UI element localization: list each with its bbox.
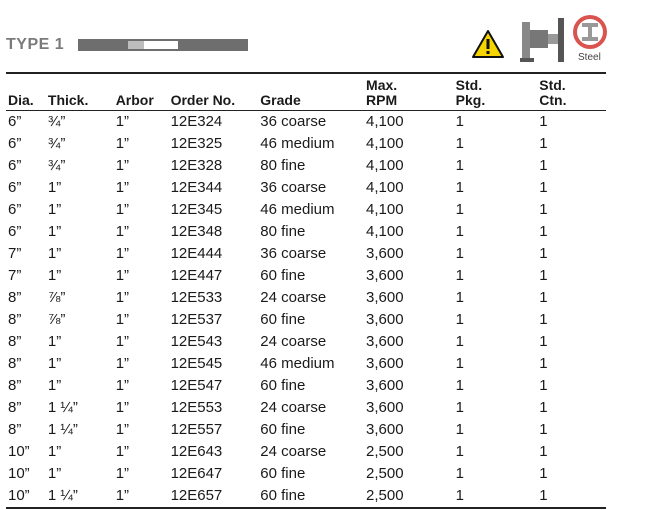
column-header-label: Order No. <box>170 92 236 108</box>
cell-thickness: ¾” <box>47 135 66 152</box>
column-header-std-ctn <box>539 73 606 111</box>
cell-order-no: 12E547 <box>170 377 223 394</box>
cell-dia: 6” <box>8 157 22 174</box>
cell-order-no: 12E533 <box>170 289 223 306</box>
column-header-label: RPM <box>366 92 398 108</box>
cell-std-pkg: 1 <box>455 289 464 306</box>
cell-std-ctn: 1 <box>539 135 548 152</box>
cell-std-ctn: 1 <box>539 443 548 460</box>
cell-order-no: 12E348 <box>170 223 223 240</box>
cell-grade: 24 coarse <box>260 443 327 460</box>
column-header-dia <box>6 73 48 111</box>
cell-arbor: 1” <box>115 421 130 438</box>
cell-dia: 8” <box>8 311 22 328</box>
cell-std-ctn: 1 <box>539 157 548 174</box>
cell-max-rpm: 3,600 <box>366 267 404 284</box>
column-header-thickness <box>48 73 116 111</box>
table-row <box>6 199 606 221</box>
cell-thickness: 1” <box>47 179 62 196</box>
column-header-label: Std. <box>455 77 483 93</box>
table-row <box>6 177 606 199</box>
cell-order-no: 12E543 <box>170 333 223 350</box>
cell-arbor: 1” <box>115 245 130 262</box>
cell-arbor: 1” <box>115 377 130 394</box>
cell-thickness: 1” <box>47 465 62 482</box>
type-title: TYPE 1 <box>6 36 65 53</box>
cell-thickness: 1” <box>47 245 62 262</box>
cell-grade: 36 coarse <box>260 245 327 262</box>
column-header-arbor <box>116 73 171 111</box>
cell-max-rpm: 2,500 <box>366 443 404 460</box>
cell-max-rpm: 3,600 <box>366 289 404 306</box>
cell-std-ctn: 1 <box>539 113 548 130</box>
cell-grade: 60 fine <box>260 267 306 284</box>
cell-grade: 36 coarse <box>260 113 327 130</box>
cell-std-pkg: 1 <box>455 267 464 284</box>
cell-std-ctn: 1 <box>539 267 548 284</box>
cell-dia: 8” <box>8 333 22 350</box>
steel-beam-icon <box>572 14 608 50</box>
cell-std-pkg: 1 <box>455 443 464 460</box>
cell-max-rpm: 4,100 <box>366 223 404 240</box>
wheel-profile-hub <box>128 41 144 49</box>
cell-thickness: ¾” <box>47 113 66 130</box>
wheel-profile-graphic <box>78 39 248 51</box>
table-row <box>6 155 606 177</box>
cell-thickness: 1” <box>47 333 62 350</box>
cell-arbor: 1” <box>115 179 130 196</box>
cell-grade: 24 coarse <box>260 333 327 350</box>
cell-grade: 24 coarse <box>260 399 327 416</box>
table-row <box>6 419 606 441</box>
cell-arbor: 1” <box>115 311 130 328</box>
column-header-label: Grade <box>260 92 301 108</box>
cell-max-rpm: 4,100 <box>366 179 404 196</box>
cell-std-ctn: 1 <box>539 289 548 306</box>
cell-std-pkg: 1 <box>455 355 464 372</box>
warning-icon <box>471 29 505 59</box>
cell-grade: 60 fine <box>260 421 306 438</box>
cell-std-ctn: 1 <box>539 487 548 504</box>
cell-thickness: ⅞” <box>47 289 66 306</box>
cell-std-pkg: 1 <box>455 377 464 394</box>
cell-order-no: 12E657 <box>170 487 223 504</box>
cell-std-pkg: 1 <box>455 223 464 240</box>
cell-order-no: 12E344 <box>170 179 223 196</box>
cell-thickness: 1 ¼” <box>47 487 78 504</box>
wheel-profile-arbor <box>144 41 178 49</box>
cell-dia: 8” <box>8 377 22 394</box>
cell-order-no: 12E647 <box>170 465 223 482</box>
cell-arbor: 1” <box>115 355 130 372</box>
cell-std-pkg: 1 <box>455 157 464 174</box>
cell-order-no: 12E324 <box>170 113 223 130</box>
table-row <box>6 265 606 287</box>
cell-std-pkg: 1 <box>455 179 464 196</box>
cell-dia: 6” <box>8 135 22 152</box>
cell-max-rpm: 3,600 <box>366 311 404 328</box>
cell-std-ctn: 1 <box>539 223 548 240</box>
table-row <box>6 111 606 134</box>
cell-std-pkg: 1 <box>455 311 464 328</box>
column-header-label: Pkg. <box>455 92 486 108</box>
cell-max-rpm: 2,500 <box>366 465 404 482</box>
table-row <box>6 331 606 353</box>
cell-order-no: 12E537 <box>170 311 223 328</box>
cell-std-ctn: 1 <box>539 201 548 218</box>
cell-std-ctn: 1 <box>539 465 548 482</box>
cell-max-rpm: 3,600 <box>366 333 404 350</box>
cell-max-rpm: 3,600 <box>366 421 404 438</box>
cell-thickness: 1 ¼” <box>47 399 78 416</box>
cell-grade: 60 fine <box>260 377 306 394</box>
column-header-label: Max. <box>366 77 398 93</box>
cell-arbor: 1” <box>115 443 130 460</box>
cell-grade: 60 fine <box>260 465 306 482</box>
cell-std-pkg: 1 <box>455 421 464 438</box>
table-row <box>6 441 606 463</box>
cell-order-no: 12E328 <box>170 157 223 174</box>
cell-arbor: 1” <box>115 333 130 350</box>
cell-std-ctn: 1 <box>539 245 548 262</box>
cell-arbor: 1” <box>115 487 130 504</box>
table-row <box>6 309 606 331</box>
cell-std-pkg: 1 <box>455 465 464 482</box>
table-row <box>6 221 606 243</box>
cell-std-pkg: 1 <box>455 113 464 130</box>
cell-dia: 6” <box>8 113 22 130</box>
table-row <box>6 243 606 265</box>
cell-max-rpm: 3,600 <box>366 399 404 416</box>
table-row <box>6 133 606 155</box>
cell-grade: 36 coarse <box>260 179 327 196</box>
table-row <box>6 287 606 309</box>
cell-arbor: 1” <box>115 289 130 306</box>
cell-dia: 8” <box>8 399 22 416</box>
cell-std-pkg: 1 <box>455 333 464 350</box>
cell-order-no: 12E444 <box>170 245 223 262</box>
table-row <box>6 375 606 397</box>
cell-max-rpm: 3,600 <box>366 377 404 394</box>
cell-grade: 46 medium <box>260 355 335 372</box>
cell-order-no: 12E557 <box>170 421 223 438</box>
cell-max-rpm: 3,600 <box>366 245 404 262</box>
cell-grade: 60 fine <box>260 311 306 328</box>
cell-max-rpm: 3,600 <box>366 355 404 372</box>
table-row <box>6 397 606 419</box>
cell-order-no: 12E553 <box>170 399 223 416</box>
cell-thickness: ⅞” <box>47 311 66 328</box>
cell-arbor: 1” <box>115 157 130 174</box>
cell-arbor: 1” <box>115 223 130 240</box>
cell-grade: 24 coarse <box>260 289 327 306</box>
cell-order-no: 12E325 <box>170 135 223 152</box>
cell-max-rpm: 4,100 <box>366 201 404 218</box>
cell-dia: 10” <box>8 465 30 482</box>
cell-thickness: 1” <box>47 223 62 240</box>
cell-std-ctn: 1 <box>539 333 548 350</box>
table-row <box>6 485 606 508</box>
cell-arbor: 1” <box>115 113 130 130</box>
cell-order-no: 12E545 <box>170 355 223 372</box>
cell-max-rpm: 4,100 <box>366 157 404 174</box>
product-table <box>6 72 606 509</box>
cell-order-no: 12E345 <box>170 201 223 218</box>
column-header-label: Dia. <box>8 92 34 108</box>
cell-max-rpm: 4,100 <box>366 135 404 152</box>
column-header-std-pkg <box>456 73 540 111</box>
cell-std-ctn: 1 <box>539 355 548 372</box>
cell-dia: 8” <box>8 355 22 372</box>
cell-thickness: 1” <box>47 355 62 372</box>
cell-std-pkg: 1 <box>455 399 464 416</box>
column-header-label: Ctn. <box>539 92 567 108</box>
cell-dia: 10” <box>8 487 30 504</box>
cell-dia: 7” <box>8 267 22 284</box>
cell-std-ctn: 1 <box>539 377 548 394</box>
cell-std-pkg: 1 <box>455 245 464 262</box>
cell-grade: 46 medium <box>260 135 335 152</box>
cell-thickness: ¾” <box>47 157 66 174</box>
cell-std-ctn: 1 <box>539 421 548 438</box>
table-row <box>6 463 606 485</box>
cell-std-ctn: 1 <box>539 311 548 328</box>
cell-std-pkg: 1 <box>455 201 464 218</box>
cell-dia: 7” <box>8 245 22 262</box>
cell-thickness: 1” <box>47 267 62 284</box>
grinder-machine-icon <box>518 16 568 64</box>
cell-std-ctn: 1 <box>539 399 548 416</box>
cell-dia: 6” <box>8 223 22 240</box>
cell-arbor: 1” <box>115 399 130 416</box>
cell-thickness: 1” <box>47 377 62 394</box>
cell-max-rpm: 4,100 <box>366 113 404 130</box>
page-header <box>0 0 661 72</box>
cell-grade: 80 fine <box>260 223 306 240</box>
cell-thickness: 1” <box>47 201 62 218</box>
cell-std-pkg: 1 <box>455 135 464 152</box>
column-header-max-rpm <box>366 73 456 111</box>
cell-grade: 46 medium <box>260 201 335 218</box>
cell-order-no: 12E643 <box>170 443 223 460</box>
cell-dia: 6” <box>8 201 22 218</box>
column-header-grade <box>260 73 366 111</box>
cell-thickness: 1” <box>47 443 62 460</box>
cell-thickness: 1 ¼” <box>47 421 78 438</box>
cell-max-rpm: 2,500 <box>366 487 404 504</box>
column-header-label: Std. <box>539 77 566 93</box>
cell-dia: 6” <box>8 179 22 196</box>
cell-dia: 8” <box>8 421 22 438</box>
cell-arbor: 1” <box>115 465 130 482</box>
cell-order-no: 12E447 <box>170 267 223 284</box>
cell-grade: 60 fine <box>260 487 306 504</box>
table-header-row <box>6 73 606 111</box>
table-row <box>6 353 606 375</box>
column-header-label: Thick. <box>47 92 89 108</box>
column-header-order-no <box>171 73 261 111</box>
cell-arbor: 1” <box>115 267 130 284</box>
cell-grade: 80 fine <box>260 157 306 174</box>
table-body <box>6 111 606 509</box>
steel-label: Steel <box>578 52 601 63</box>
cell-std-pkg: 1 <box>455 487 464 504</box>
column-header-label: Arbor <box>115 92 154 108</box>
cell-dia: 8” <box>8 289 22 306</box>
cell-arbor: 1” <box>115 201 130 218</box>
cell-std-ctn: 1 <box>539 179 548 196</box>
cell-arbor: 1” <box>115 135 130 152</box>
cell-dia: 10” <box>8 443 30 460</box>
